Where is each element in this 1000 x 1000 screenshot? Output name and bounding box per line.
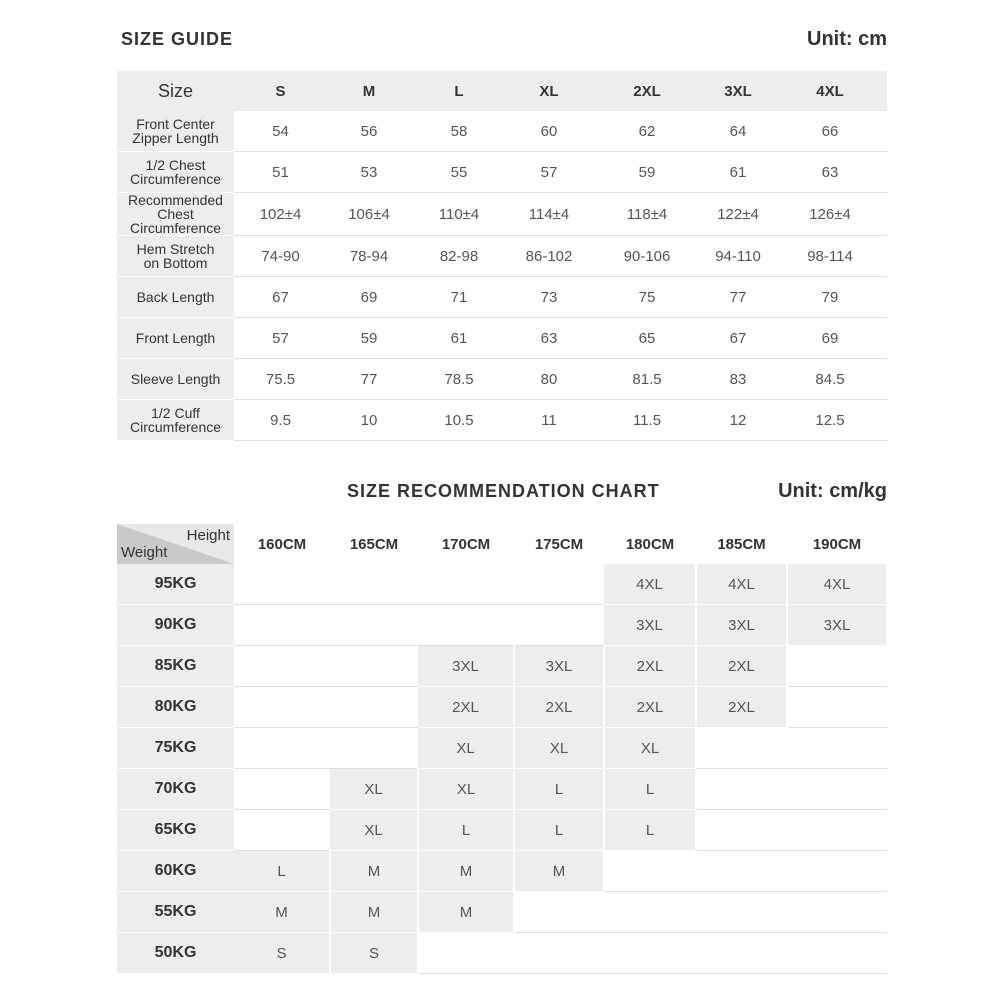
- measurement-label-line: Circumference: [129, 220, 222, 236]
- empty-cell: [330, 564, 418, 605]
- measurement-value: 57: [507, 152, 591, 193]
- recommended-size-cell: 3XL: [696, 605, 787, 646]
- measurement-value: 60: [507, 111, 591, 152]
- empty-cell: [234, 605, 330, 646]
- empty-cell: [696, 892, 787, 933]
- empty-cell: [787, 810, 887, 851]
- recommended-size-cell: L: [604, 810, 696, 851]
- height-header-165cm: 165CM: [330, 524, 418, 564]
- measurement-label-line: Circumference: [129, 171, 222, 187]
- empty-cell: [418, 564, 514, 605]
- recommended-size-cell: L: [514, 769, 604, 810]
- measurement-value: 63: [507, 318, 591, 359]
- measurement-value: 114±4: [507, 193, 591, 236]
- measurement-value: 11.5: [591, 400, 703, 441]
- measurement-label-line: 1/2 Cuff: [151, 405, 200, 421]
- measurement-value: 106±4: [327, 193, 411, 236]
- table-row: [117, 605, 887, 646]
- measurement-value: 12.5: [773, 400, 887, 441]
- table-row: [117, 359, 887, 400]
- table-row: [117, 851, 887, 892]
- measurement-value: 51: [234, 152, 327, 193]
- recommended-size-cell: L: [418, 810, 514, 851]
- measurement-value: 74-90: [234, 236, 327, 277]
- measurement-label-line: Zipper Length: [132, 130, 219, 146]
- table-row: [117, 236, 887, 277]
- measurement-label-line: on Bottom: [143, 255, 208, 271]
- empty-cell: [604, 851, 696, 892]
- measurement-value: 110±4: [411, 193, 507, 236]
- measurement-label-line: Recommended: [128, 192, 223, 208]
- weight-label: 70KG: [117, 769, 234, 810]
- recommended-size-cell: 2XL: [514, 687, 604, 728]
- table-row: [117, 769, 887, 810]
- empty-cell: [330, 728, 418, 769]
- recommended-size-cell: XL: [418, 728, 514, 769]
- measurement-value: 59: [591, 152, 703, 193]
- measurement-label: [117, 359, 234, 400]
- empty-cell: [514, 605, 604, 646]
- size-header-s: S: [234, 71, 327, 111]
- recommended-size-cell: 4XL: [604, 564, 696, 605]
- measurement-value: 61: [411, 318, 507, 359]
- empty-cell: [234, 687, 330, 728]
- empty-cell: [418, 605, 514, 646]
- size-guide-title: SIZE GUIDE: [121, 29, 234, 49]
- table-row: [117, 193, 887, 236]
- weight-label: 75KG: [117, 728, 234, 769]
- size-guide-header-row: [117, 71, 887, 111]
- recommendation-table: [117, 524, 888, 974]
- size-header-4xl: 4XL: [773, 71, 887, 111]
- measurement-label-line: Sleeve Length: [130, 371, 221, 387]
- height-header-190cm: 190CM: [787, 524, 887, 564]
- measurement-value: 80: [507, 359, 591, 400]
- recommended-size-cell: 2XL: [696, 646, 787, 687]
- recommendation-title: SIZE RECOMMENDATION CHART: [347, 481, 660, 501]
- recommended-size-cell: S: [330, 933, 418, 974]
- measurement-value: 54: [234, 111, 327, 152]
- measurement-value: 12: [703, 400, 773, 441]
- recommended-size-cell: XL: [418, 769, 514, 810]
- measurement-value: 84.5: [773, 359, 887, 400]
- empty-cell: [330, 646, 418, 687]
- measurement-value: 69: [773, 318, 887, 359]
- empty-cell: [514, 933, 604, 974]
- recommended-size-cell: 4XL: [787, 564, 887, 605]
- height-header-185cm: 185CM: [696, 524, 787, 564]
- table-row: [117, 728, 887, 769]
- size-header-3xl: 3XL: [703, 71, 773, 111]
- recommended-size-cell: L: [234, 851, 330, 892]
- measurement-label: [117, 318, 234, 359]
- measurement-value: 77: [327, 359, 411, 400]
- height-header-170cm: 170CM: [418, 524, 514, 564]
- measurement-value: 56: [327, 111, 411, 152]
- measurement-label-line: Chest: [157, 206, 194, 222]
- empty-cell: [234, 769, 330, 810]
- measurement-value: 75.5: [234, 359, 327, 400]
- recommended-size-cell: 3XL: [514, 646, 604, 687]
- size-header-l: L: [411, 71, 507, 111]
- table-row: [117, 646, 887, 687]
- size-guide-table: [117, 71, 887, 441]
- measurement-label-line: Hem Stretch: [136, 241, 215, 257]
- measurement-value: 122±4: [703, 193, 773, 236]
- empty-cell: [696, 769, 787, 810]
- measurement-value: 9.5: [234, 400, 327, 441]
- recommended-size-cell: 3XL: [418, 646, 514, 687]
- empty-cell: [418, 933, 514, 974]
- measurement-value: 86-102: [507, 236, 591, 277]
- empty-cell: [787, 646, 887, 687]
- measurement-label: [117, 236, 234, 277]
- measurement-label-line: Front Center: [136, 116, 215, 132]
- table-row: [117, 277, 887, 318]
- recommended-size-cell: L: [604, 769, 696, 810]
- measurement-value: 63: [773, 152, 887, 193]
- table-row: [117, 892, 887, 933]
- recommendation-header-row: [117, 524, 887, 564]
- size-header-2xl: 2XL: [591, 71, 703, 111]
- recommended-size-cell: 2XL: [696, 687, 787, 728]
- empty-cell: [787, 769, 887, 810]
- empty-cell: [330, 605, 418, 646]
- measurement-value: 77: [703, 277, 773, 318]
- measurement-value: 57: [234, 318, 327, 359]
- measurement-value: 102±4: [234, 193, 327, 236]
- recommended-size-cell: XL: [604, 728, 696, 769]
- measurement-value: 61: [703, 152, 773, 193]
- recommended-size-cell: M: [330, 851, 418, 892]
- measurement-label-line: Circumference: [129, 419, 222, 435]
- table-row: [117, 810, 887, 851]
- measurement-value: 75: [591, 277, 703, 318]
- size-header-xl: XL: [507, 71, 591, 111]
- measurement-label-line: Back Length: [136, 289, 215, 305]
- measurement-value: 71: [411, 277, 507, 318]
- measurement-value: 62: [591, 111, 703, 152]
- empty-cell: [604, 892, 696, 933]
- corner-height-label: Height: [186, 527, 230, 544]
- recommended-size-cell: 2XL: [604, 646, 696, 687]
- table-row: [117, 400, 887, 441]
- weight-label: 95KG: [117, 564, 234, 605]
- table-row: [117, 111, 887, 152]
- measurement-label-line: 1/2 Chest: [145, 157, 206, 173]
- size-header-m: M: [327, 71, 411, 111]
- height-header-180cm: 180CM: [604, 524, 696, 564]
- measurement-label-line: Front Length: [135, 330, 216, 346]
- measurement-value: 83: [703, 359, 773, 400]
- empty-cell: [514, 564, 604, 605]
- recommended-size-cell: L: [514, 810, 604, 851]
- size-column-header: Size: [117, 71, 234, 111]
- measurement-value: 73: [507, 277, 591, 318]
- recommended-size-cell: M: [418, 892, 514, 933]
- recommended-size-cell: XL: [514, 728, 604, 769]
- height-header-175cm: 175CM: [514, 524, 604, 564]
- empty-cell: [330, 687, 418, 728]
- measurement-value: 67: [234, 277, 327, 318]
- recommended-size-cell: 2XL: [604, 687, 696, 728]
- recommended-size-cell: XL: [330, 769, 418, 810]
- measurement-value: 98-114: [773, 236, 887, 277]
- measurement-value: 82-98: [411, 236, 507, 277]
- measurement-label: [117, 193, 234, 236]
- empty-cell: [234, 646, 330, 687]
- measurement-value: 10.5: [411, 400, 507, 441]
- measurement-value: 58: [411, 111, 507, 152]
- weight-label: 55KG: [117, 892, 234, 933]
- measurement-value: 90-106: [591, 236, 703, 277]
- recommended-size-cell: 3XL: [787, 605, 887, 646]
- empty-cell: [787, 687, 887, 728]
- measurement-value: 66: [773, 111, 887, 152]
- empty-cell: [787, 892, 887, 933]
- weight-label: 80KG: [117, 687, 234, 728]
- recommended-size-cell: M: [330, 892, 418, 933]
- measurement-value: 79: [773, 277, 887, 318]
- weight-label: 65KG: [117, 810, 234, 851]
- weight-label: 85KG: [117, 646, 234, 687]
- empty-cell: [696, 810, 787, 851]
- empty-cell: [514, 892, 604, 933]
- corner-weight-label: Weight: [121, 544, 168, 561]
- measurement-value: 59: [327, 318, 411, 359]
- empty-cell: [604, 933, 696, 974]
- measurement-value: 94-110: [703, 236, 773, 277]
- measurement-value: 126±4: [773, 193, 887, 236]
- empty-cell: [787, 933, 887, 974]
- table-row: [117, 564, 887, 605]
- table-row: [117, 318, 887, 359]
- measurement-value: 53: [327, 152, 411, 193]
- measurement-value: 81.5: [591, 359, 703, 400]
- height-header-160cm: 160CM: [234, 524, 330, 564]
- measurement-value: 64: [703, 111, 773, 152]
- recommended-size-cell: XL: [330, 810, 418, 851]
- measurement-value: 11: [507, 400, 591, 441]
- measurement-value: 118±4: [591, 193, 703, 236]
- recommended-size-cell: M: [514, 851, 604, 892]
- measurement-label: [117, 152, 234, 193]
- empty-cell: [696, 933, 787, 974]
- measurement-label: [117, 277, 234, 318]
- weight-label: 60KG: [117, 851, 234, 892]
- recommended-size-cell: S: [234, 933, 330, 974]
- measurement-value: 67: [703, 318, 773, 359]
- recommended-size-cell: M: [418, 851, 514, 892]
- weight-label: 50KG: [117, 933, 234, 974]
- empty-cell: [787, 851, 887, 892]
- table-row: [117, 687, 887, 728]
- table-row: [117, 152, 887, 193]
- measurement-value: 78.5: [411, 359, 507, 400]
- empty-cell: [234, 810, 330, 851]
- empty-cell: [234, 728, 330, 769]
- measurement-value: 65: [591, 318, 703, 359]
- recommended-size-cell: 2XL: [418, 687, 514, 728]
- empty-cell: [696, 728, 787, 769]
- empty-cell: [787, 728, 887, 769]
- size-guide-unit: Unit: cm: [807, 28, 887, 50]
- measurement-label: [117, 400, 234, 441]
- weight-label: 90KG: [117, 605, 234, 646]
- measurement-value: 10: [327, 400, 411, 441]
- measurement-value: 78-94: [327, 236, 411, 277]
- height-weight-corner: [117, 524, 234, 564]
- recommendation-unit: Unit: cm/kg: [778, 480, 887, 502]
- recommended-size-cell: 4XL: [696, 564, 787, 605]
- table-row: [117, 933, 887, 974]
- recommended-size-cell: 3XL: [604, 605, 696, 646]
- measurement-label: [117, 111, 234, 152]
- empty-cell: [696, 851, 787, 892]
- measurement-value: 69: [327, 277, 411, 318]
- recommended-size-cell: M: [234, 892, 330, 933]
- measurement-value: 55: [411, 152, 507, 193]
- empty-cell: [234, 564, 330, 605]
